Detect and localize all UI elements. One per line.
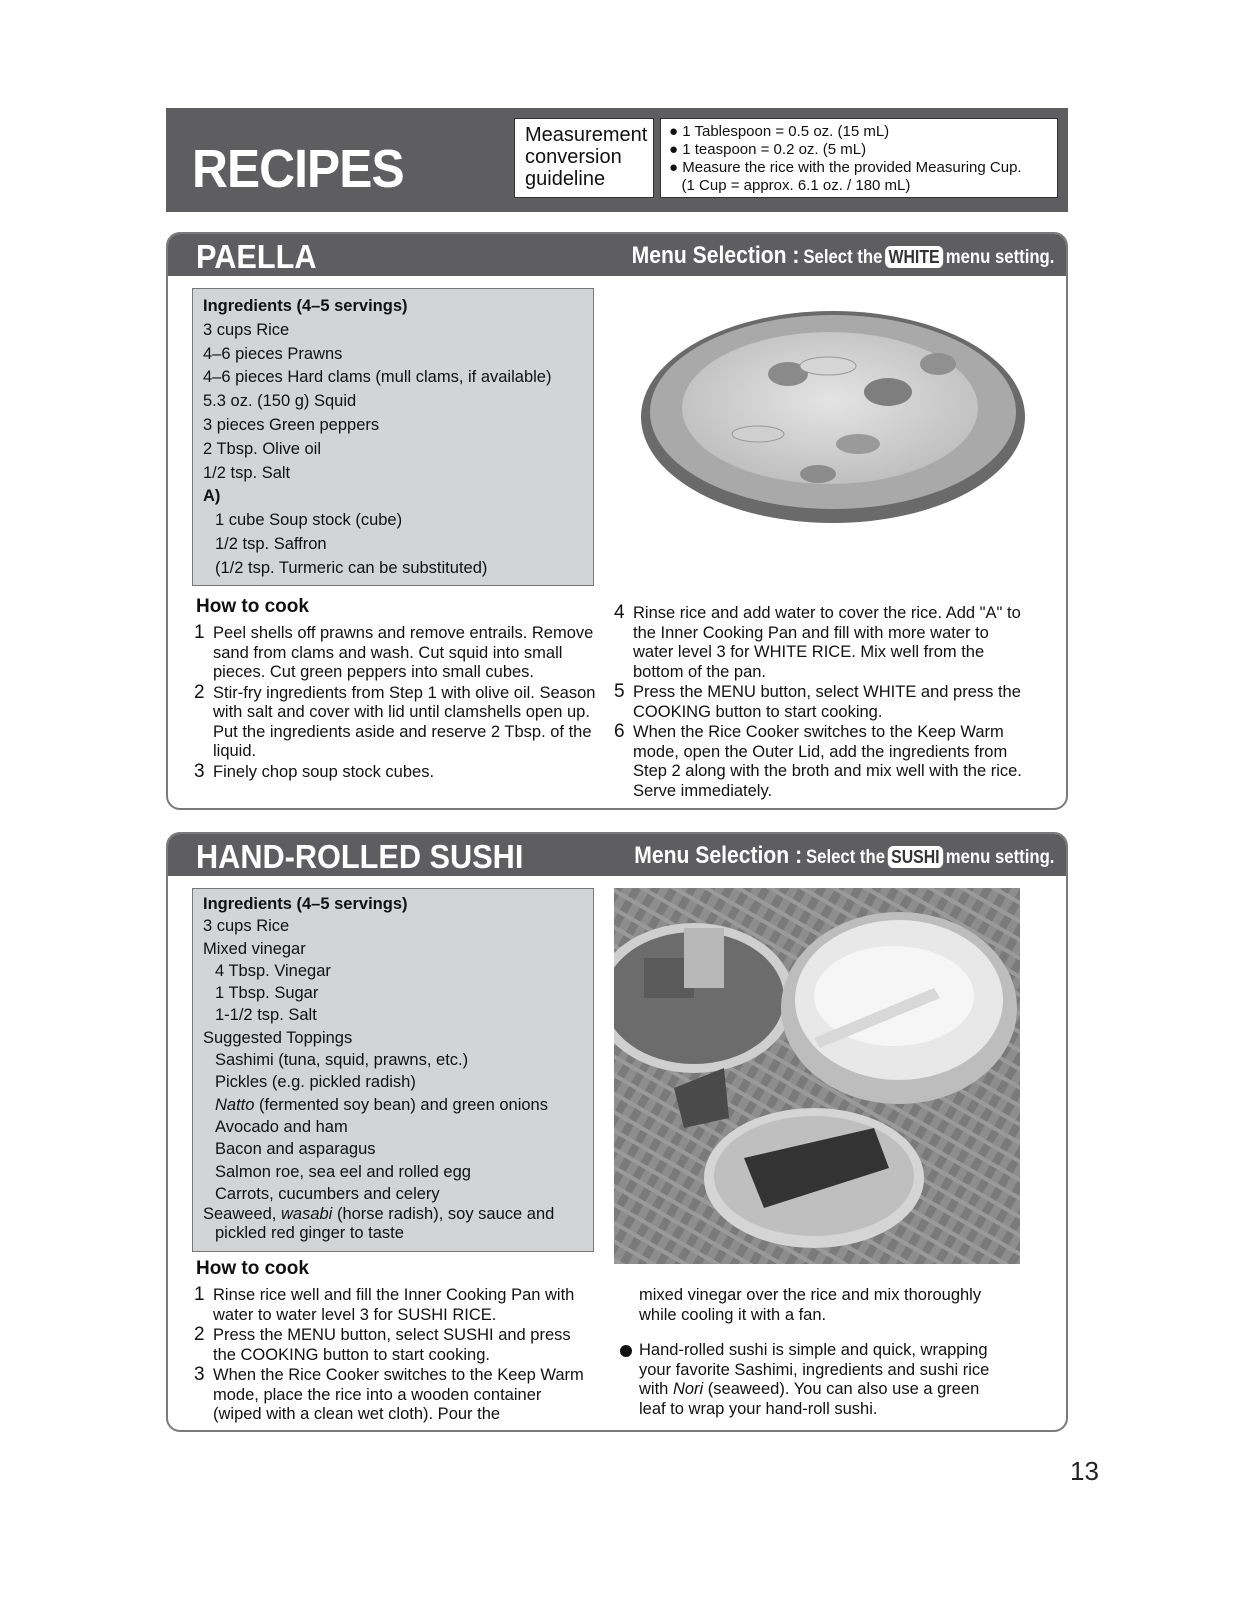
ingredient: 4–6 pieces Prawns <box>203 344 343 363</box>
howto-heading: How to cook <box>196 1258 309 1279</box>
topping: Carrots, cucumbers and celery <box>215 1184 440 1203</box>
conversion-item: ● 1 teaspoon = 0.2 oz. (5 mL) <box>669 141 867 158</box>
paella-photo <box>638 304 1028 526</box>
section-title: PAELLA <box>196 238 317 275</box>
step: 1 Rinse rice well and fill the Inner Cooking Pan with water to water level 3 for SUSHI RICE. <box>194 1284 575 1324</box>
ingredient: 1-1/2 tsp. Salt <box>215 1006 317 1025</box>
conversion-list <box>660 118 1058 198</box>
step: 1 Peel shells off prawns and remove entrails. Remove sand from clams and wash. Cut squid into small pieces. Cut green peppers into small cubes. <box>194 622 594 681</box>
ingredient: 3 cups Rice <box>203 917 290 936</box>
ingredient: 3 cups Rice <box>203 320 290 339</box>
step: 2 Stir-fry ingredients from Step 1 with olive oil. Season with salt and cover with lid until clamshells open up. Put the ingredients aside and reserve 2 Tbsp. of the liquid. <box>194 681 596 760</box>
topping: Avocado and ham <box>215 1117 348 1136</box>
topping: Sashimi (tuna, squid, prawns, etc.) <box>215 1051 469 1070</box>
topping: Salmon roe, sea eel and rolled egg <box>215 1162 471 1181</box>
steps-left <box>194 624 599 783</box>
steps-left <box>194 1286 594 1426</box>
conversion-item: ● Measure the rice with the provided Measuring Cup. <box>669 159 1022 176</box>
ingredient: Seaweed, wasabi (horse radish), soy sauce and pickled red ginger to taste <box>203 1205 555 1243</box>
howto-heading: How to cook <box>196 596 309 617</box>
page-title: RECIPES <box>192 139 404 199</box>
page-number: 13 <box>1070 1456 1099 1486</box>
section-title-bar <box>168 834 1066 876</box>
step: 5 Press the MENU button, select WHITE and press the COOKING button to start cooking. <box>614 681 1021 721</box>
ingredient: (1/2 tsp. Turmeric can be substituted) <box>215 558 488 577</box>
ingredient: 1 cube Soup stock (cube) <box>215 511 403 530</box>
section-title-bar <box>168 234 1066 276</box>
ingredient: 4 Tbsp. Vinegar <box>215 961 331 980</box>
ingredient: 1/2 tsp. Saffron <box>215 534 327 553</box>
sushi-note: Hand-rolled sushi is simple and quick, wrapping your favorite Sashimi, ingredients and sushi rice with Nori (seaweed). You can also use a green leaf to wrap your hand-roll sushi. <box>620 1341 1000 1419</box>
section-title: HAND-ROLLED SUSHI <box>196 838 524 875</box>
ingredient: 3 pieces Green peppers <box>203 415 380 434</box>
ingredient: 1 Tbsp. Sugar <box>215 984 319 1003</box>
ingredient: 4–6 pieces Hard clams (mull clams, if available) <box>203 368 552 387</box>
step-continued: mixed vinegar over the rice and mix thoroughly while cooling it with a fan. <box>639 1286 982 1324</box>
paella-section <box>166 232 1068 810</box>
step: 3 Finely chop soup stock cubes. <box>194 760 435 782</box>
conversion-item: (1 Cup = approx. 6.1 oz. / 180 mL) <box>681 177 911 194</box>
topping: Natto (fermented soy bean) and green onions <box>215 1095 548 1114</box>
ingredient: 2 Tbsp. Olive oil <box>203 439 321 458</box>
steps-right <box>620 1286 1000 1419</box>
ingredients-box: Ingredients (4–5 servings) 3 cups Rice Mixed vinegar 4 Tbsp. Vinegar 1 Tbsp. Sugar 1-1/2 tsp. Salt Suggested Toppings Sashimi (tuna, squid, prawns, etc.) Pickles (e.g. pickled radish) Natto (fermented soy bean) and green onions Avocado and ham Bacon and asparagus Salmon roe, sea eel and rolled egg Carrots, cucumbers and celery Seaweed, wasabi (horse radish), soy sauce and pickled red ginger to taste <box>192 888 594 1252</box>
steps-right <box>614 604 1029 802</box>
menu-badge: SUSHI <box>887 846 942 868</box>
recipes-header <box>166 108 1068 212</box>
ingredient: 1/2 tsp. Salt <box>203 463 291 482</box>
topping: Pickles (e.g. pickled radish) <box>215 1073 416 1092</box>
sushi-section <box>166 832 1068 1432</box>
step: 4 Rinse rice and add water to cover the rice. Add "A" to the Inner Cooking Pan and fill with more water to water level 3 for WHITE RICE. Mix well from the bottom of the pan. <box>614 602 1021 681</box>
menu-badge: WHITE <box>885 246 943 268</box>
menu-selection: Menu Selection : Select the WHITE menu setting. <box>631 242 1054 269</box>
conversion-label: Measurement conversion guideline <box>514 118 654 198</box>
step: 2 Press the MENU button, select SUSHI and press the COOKING button to start cooking. <box>194 1324 571 1364</box>
topping: Bacon and asparagus <box>215 1140 376 1159</box>
sushi-photo <box>614 888 1020 1264</box>
ingredients-box: Ingredients (4–5 servings) 3 cups Rice 4–6 pieces Prawns 4–6 pieces Hard clams (mull clams, if available) 5.3 oz. (150 g) Squid 3 pieces Green peppers 2 Tbsp. Olive oil 1/2 tsp. Salt A) 1 cube Soup stock (cube) 1/2 tsp. Saffron (1/2 tsp. Turmeric can be substituted) <box>192 288 594 586</box>
step: 6 When the Rice Cooker switches to the Keep Warm mode, open the Outer Lid, add the ingredients from Step 2 along with the broth and mix well with the rice. Serve immediately. <box>614 721 1022 800</box>
conversion-item: ● 1 Tablespoon = 0.5 oz. (15 mL) <box>669 123 890 140</box>
menu-selection: Menu Selection : Select the SUSHI menu setting. <box>633 842 1054 869</box>
ingredient: 5.3 oz. (150 g) Squid <box>203 392 357 411</box>
step: 3 When the Rice Cooker switches to the Keep Warm mode, place the rice into a wooden container (wiped with a clean wet cloth). Pour the <box>194 1364 584 1423</box>
